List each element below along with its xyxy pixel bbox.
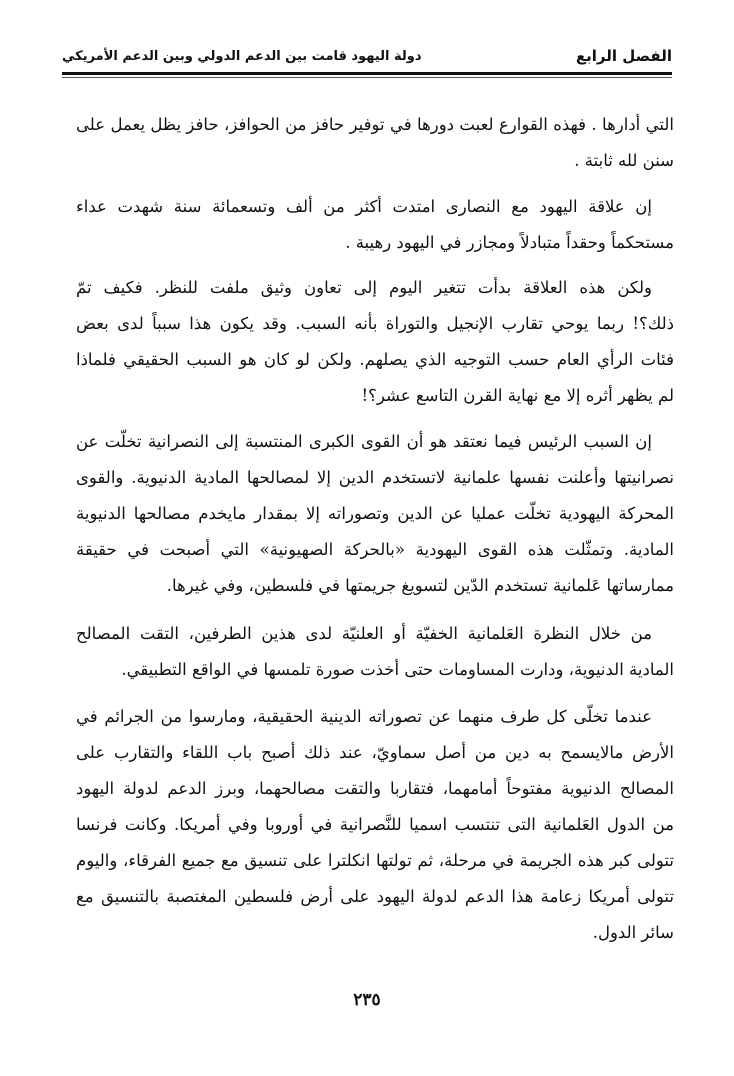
text-line: نصرانيتها وأعلنت نفسها علمانية لاتستخدم الدين إلا لمصالحها المادية الدنيوية. والقوى: [76, 468, 674, 487]
text-line: إن علاقة اليهود مع النصارى امتدت أكثر من ألف وتسعمائة سنة شهدت عداء: [76, 197, 652, 216]
text-line: ولكن هذه العلاقة بدأت تتغير اليوم إلى تعاون وثيق ملفت للنظر. فكيف تمّ: [76, 278, 652, 297]
text-line: فئات الرأي العام حسب التوجيه الذي يصلهم. ولكن لو كان هو السبب الحقيقي فلماذا: [76, 350, 674, 369]
text-line: الأرض مالايسمح به دين من أصل سماويّ، عند ذلك أصبح باب اللقاء والتقارب على: [76, 743, 674, 762]
text-line: من الدول العَلمانية التى تنتسب اسميا للنَّصرانية في أوروبا وفي أمريكا. وكانت فرنسا: [76, 815, 674, 834]
running-header: [62, 44, 672, 68]
text-line: تتولى كبر هذه الجريمة في مرحلة، ثم تولتها انكلترا على تنسيق مع جميع الفرقاء، واليوم: [76, 851, 674, 870]
header-rule: [62, 72, 672, 75]
page-number: ٢٣٥: [353, 990, 381, 1010]
text-line: عندما تخلّى كل طرف منهما عن تصوراته الدينية الحقيقية، ومارسوا من الجرائم في: [76, 707, 652, 726]
text-line: المادية. وتمثّلت هذه القوى اليهودية «بالحركة الصهيونية» التي أصبحت في حقيقة: [76, 540, 674, 559]
text-line: المحركة اليهودية تخلّت عمليا عن الدين وتصوراته إلا بمقدار مايخدم مصالحها الدنيوية: [76, 504, 674, 523]
text-line: تتولى أمريكا زعامة هذا الدعم لدولة اليهود على أرض فلسطين المغتصبة بالتنسيق مع: [76, 887, 674, 906]
text-line: إن السبب الرئيس فيما نعتقد هو أن القوى الكبرى المنتسبة إلى النصرانية تخلّت عن: [76, 432, 652, 451]
header-rule-thin: [62, 77, 672, 78]
running-title: دولة اليهود قامت بين الدعم الدولي وبين الدعم الأمريكي: [62, 48, 422, 64]
text-line: ذلك؟! ربما يوحي تقارب الإنجيل والتوراة بأنه السبب. وقد يكون هذا سبباً لدى بعض: [76, 314, 674, 333]
text-line: ممارساتها عَلمانية تستخدم الدّين لتسويغ جريمتها في فلسطين، وفي غيرها.: [166, 576, 674, 595]
text-line: من خلال النظرة العَلمانية الخفيّة أو العلنيّة لدى هذين الطرفين، التقت المصالح: [76, 624, 652, 643]
text-line: المادية الدنيوية، ودارت المساومات حتى أخذت صورة تلمسها في الواقع التطبيقي.: [121, 660, 674, 679]
text-line: التي أدارها . فهذه القوارع لعبت دورها في توفير حافز من الحوافز، حافز يظل يعمل على: [76, 115, 674, 134]
text-line: سنن لله ثابتة .: [574, 151, 674, 170]
text-line: المصالح الدنيوية مفتوحاً أمامهما، فتقاربا والتقت مصالحهما، وبرز الدعم لدولة اليهود: [76, 779, 674, 798]
text-line: مستحكماً وحقداً متبادلاً ومجازر في اليهود رهيبة .: [345, 233, 674, 252]
chapter-label: الفصل الرابع: [575, 47, 672, 65]
text-line: سائر الدول.: [592, 923, 674, 942]
text-line: لم يظهر أثره إلا مع نهاية القرن التاسع عشر؟!: [361, 386, 674, 405]
